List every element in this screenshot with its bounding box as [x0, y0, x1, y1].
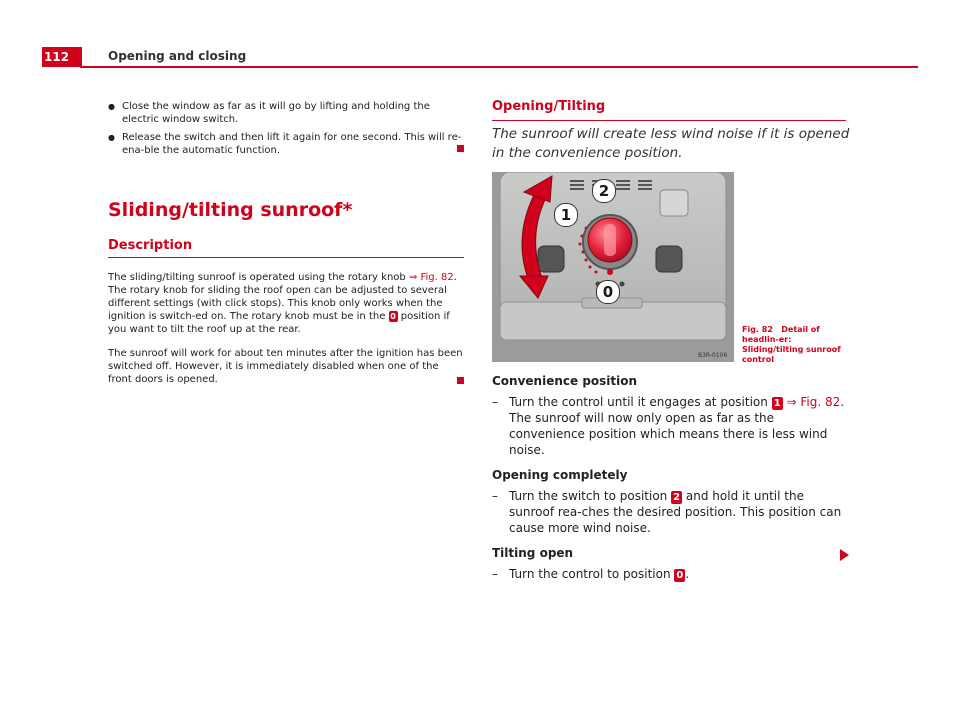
para-text: . The rotary knob for sliding the roof open can be adjusted to several different settings (with click stops). This knob only works when the ignition is switch-ed on. The rotary knob must be in the: [108, 272, 457, 322]
position-number-badge: 0: [674, 569, 685, 582]
step-text-part: Turn the control to position: [509, 567, 675, 581]
figure-link[interactable]: ⇒ Fig. 82: [782, 395, 841, 409]
section-end-marker: [457, 377, 464, 384]
step-dash: –: [492, 489, 498, 503]
subsection-title: Description: [108, 238, 193, 253]
step-heading: Convenience position: [492, 374, 638, 388]
para-text: The sliding/tilting sunroof is operated using the rotary knob: [108, 272, 409, 283]
figure-link[interactable]: ⇒ Fig. 82: [408, 272, 454, 283]
step-item: [492, 488, 847, 536]
heading-rule: [492, 120, 846, 121]
step-text-part: .: [685, 567, 690, 581]
headliner-illustration: [492, 172, 734, 362]
step-text-part: and hold it until the sunroof rea-ches the desired position. This position can cause more wind noise.: [509, 489, 842, 535]
caption-text: Detail of headlin-er: Sliding/tilting sunroof control: [742, 325, 841, 364]
position-number-badge: 0: [390, 312, 396, 321]
continue-arrow-icon: [840, 549, 849, 561]
intro-text: The sunroof will create less wind noise if it is opened in the convenience position.: [492, 126, 850, 161]
bullet-dot: ●: [108, 133, 115, 142]
page-number: 112: [42, 47, 82, 67]
caption-label: Fig. 82: [742, 325, 773, 334]
bullet-list: [108, 100, 464, 157]
position-number-badge: 1: [772, 397, 783, 410]
step-text-part: Turn the switch to position: [509, 489, 672, 503]
callout-1: 1: [554, 203, 578, 227]
step-dash: –: [492, 395, 498, 409]
callout-0: 0: [596, 280, 620, 304]
position-number-badge: 2: [671, 491, 682, 504]
step-item: [492, 394, 847, 458]
step-heading: Tilting open: [492, 546, 574, 560]
description-paragraph: [108, 271, 464, 336]
instructions: [492, 374, 847, 582]
step-text-part: Turn the control until it engages at position: [509, 395, 772, 409]
section-end-marker: [457, 145, 464, 152]
step-text: [509, 488, 847, 536]
bullet-text: Close the window as far as it will go by lifting and holding the electric window switch.: [122, 101, 430, 125]
step-text: [509, 394, 847, 458]
para-text: position if you want to tilt the roof up at the rear.: [108, 311, 450, 335]
step-text-part: . The sunroof will now only open as far as the convenience position which means there is less wind noise.: [509, 395, 845, 457]
section-title: Sliding/tilting sunroof*: [108, 199, 353, 221]
bullet-dot: ●: [108, 102, 115, 111]
step-item: [492, 566, 847, 582]
sunroof-timeout-paragraph: The sunroof will work for about ten minutes after the ignition has been switched off. However, it is immediately disabled when one of the front doors is opened.: [108, 348, 463, 385]
step-dash: –: [492, 567, 498, 581]
bullet-item: [108, 131, 464, 157]
step-text: [509, 566, 689, 582]
sunroof-control-figure: [492, 172, 734, 362]
figure-code: B3R-0106: [698, 352, 728, 359]
subsection-rule: [108, 257, 464, 258]
header-title: Opening and closing: [108, 49, 247, 63]
opening-tilting-heading: Opening/Tilting: [492, 99, 606, 114]
header-rule: [80, 66, 918, 68]
figure-caption: [742, 325, 854, 365]
bullet-text: Release the switch and then lift it again for one second. This will re-ena-ble the automatic function.: [122, 132, 462, 156]
callout-2: 2: [592, 179, 616, 203]
step-heading: Opening completely: [492, 468, 628, 482]
bullet-item: [108, 100, 464, 126]
